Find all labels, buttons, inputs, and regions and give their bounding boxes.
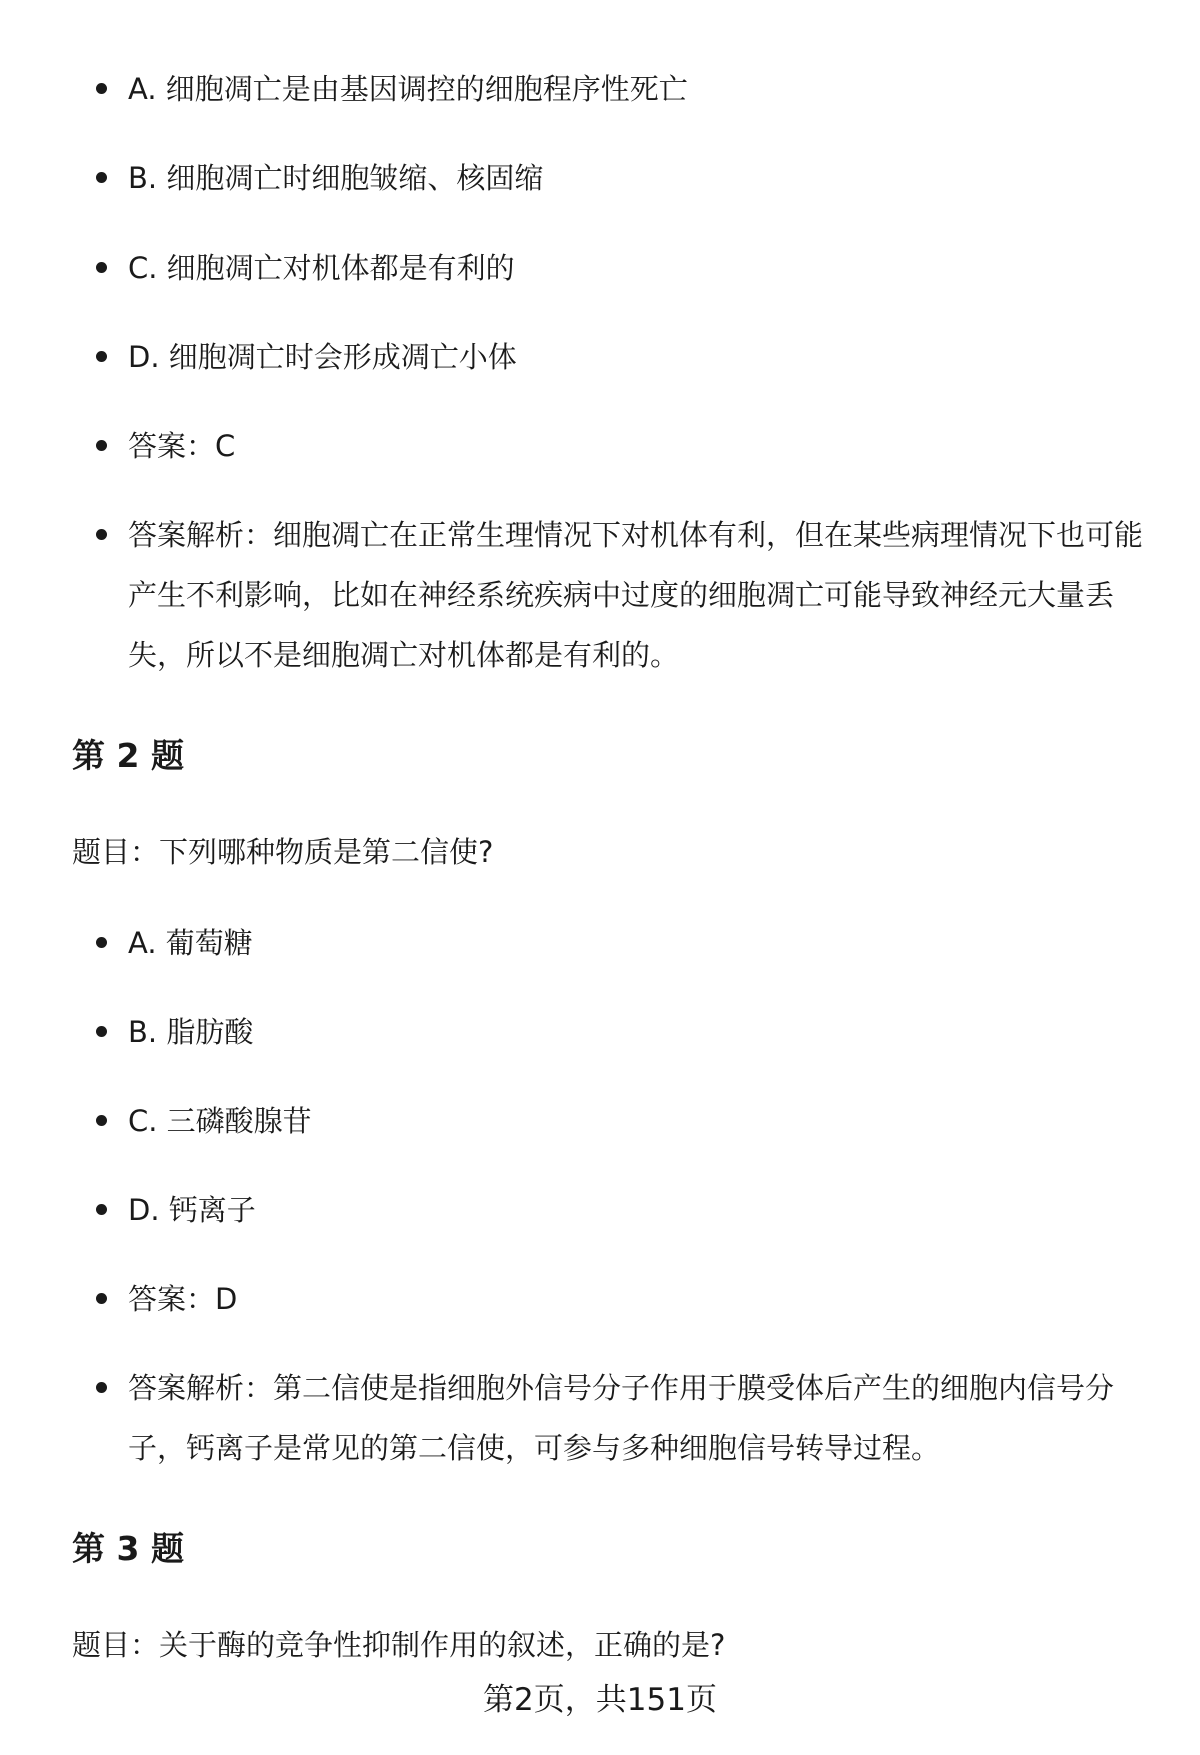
option-text: B. 脂肪酸 xyxy=(128,1015,254,1049)
option-text: D. 钙离子 xyxy=(128,1193,256,1227)
q1-option-c xyxy=(128,238,1148,298)
option-text: D. 细胞凋亡时会形成凋亡小体 xyxy=(128,340,517,374)
answer-text: 答案：C xyxy=(128,429,236,463)
bullet-icon xyxy=(96,83,107,94)
bullet-icon xyxy=(96,1293,107,1304)
option-text: C. 三磷酸腺苷 xyxy=(128,1104,312,1138)
q2-heading: 第 2 题 xyxy=(72,736,184,775)
q1-option-a xyxy=(128,59,1148,119)
bullet-icon xyxy=(96,262,107,273)
analysis-text: 答案解析：细胞凋亡在正常生理情况下对机体有利，但在某些病理情况下也可能产生不利影响，比如在神经系统疾病中过度的细胞凋亡可能导致神经元大量丢失，所以不是细胞凋亡对机体都是有利的。 xyxy=(128,518,1144,672)
option-text: B. 细胞凋亡时细胞皱缩、核固缩 xyxy=(128,161,544,195)
page-number-footer: 第2页，共151页 xyxy=(483,1682,717,1718)
bullet-icon xyxy=(96,351,107,362)
q1-analysis xyxy=(128,505,1148,685)
q2-answer xyxy=(128,1269,1148,1329)
q1-answer xyxy=(128,416,1148,476)
q3-stem: 题目：关于酶的竞争性抑制作用的叙述，正确的是? xyxy=(72,1628,726,1662)
q3-heading: 第 3 题 xyxy=(72,1529,184,1568)
bullet-icon xyxy=(96,172,107,183)
bullet-icon xyxy=(96,1026,107,1037)
analysis-text: 答案解析：第二信使是指细胞外信号分子作用于膜受体后产生的细胞内信号分子，钙离子是常见的第二信使，可参与多种细胞信号转导过程。 xyxy=(128,1371,1115,1465)
bullet-icon xyxy=(96,1115,107,1126)
option-text: A. 细胞凋亡是由基因调控的细胞程序性死亡 xyxy=(128,72,688,106)
bullet-icon xyxy=(96,937,107,948)
bullet-icon xyxy=(96,1382,107,1393)
option-text: C. 细胞凋亡对机体都是有利的 xyxy=(128,251,515,285)
q1-option-d xyxy=(128,327,1148,387)
q2-analysis xyxy=(128,1358,1148,1478)
q1-option-b xyxy=(128,148,1148,208)
q2-option-d xyxy=(128,1180,1148,1240)
q2-stem: 题目：下列哪种物质是第二信使? xyxy=(72,835,494,869)
q2-option-a xyxy=(128,913,1148,973)
q2-option-b xyxy=(128,1002,1148,1062)
q2-option-c xyxy=(128,1091,1148,1151)
bullet-icon xyxy=(96,529,107,540)
answer-text: 答案：D xyxy=(128,1282,238,1316)
bullet-icon xyxy=(96,440,107,451)
bullet-icon xyxy=(96,1204,107,1215)
option-text: A. 葡萄糖 xyxy=(128,926,253,960)
